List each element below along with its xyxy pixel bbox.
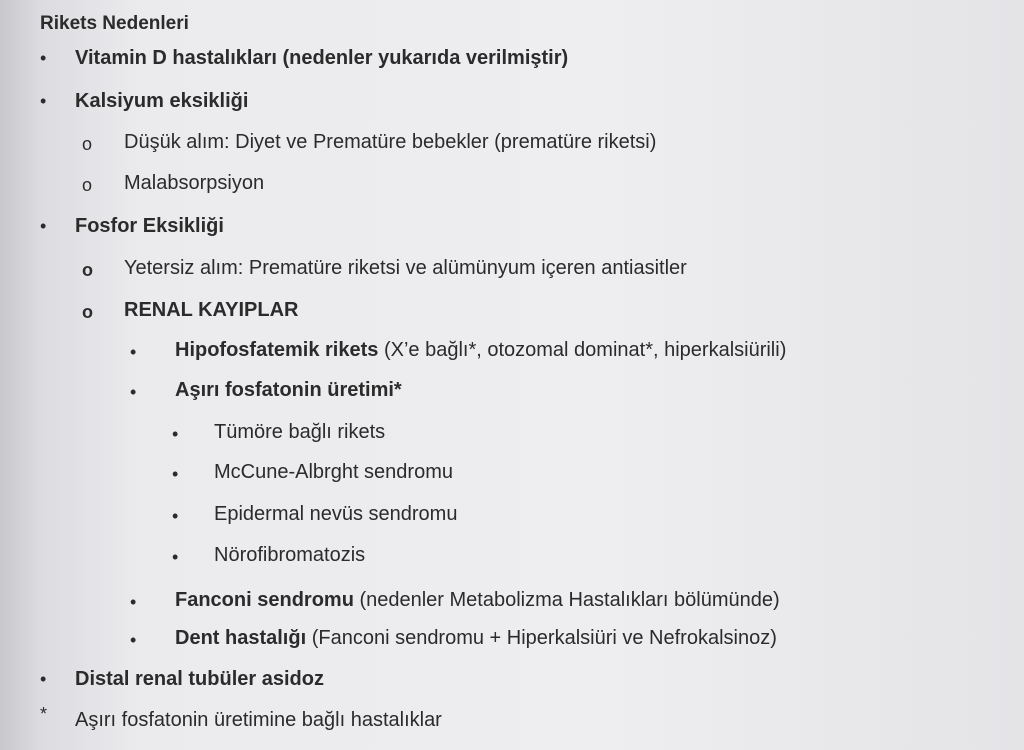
list-item-renal-kayiplar: RENAL KAYIPLAR (124, 299, 299, 321)
hipofosfatemik-label: Hipofosfatemik rikets (175, 339, 379, 361)
bullet-icon: • (40, 669, 47, 689)
list-item-asiri-fosfatonin: Aşırı fosfatonin üretimi* (175, 379, 402, 401)
list-item-dent (175, 626, 777, 650)
bullet-icon: • (40, 216, 47, 236)
list-item-tumore-bagli: Tümöre bağlı rikets (214, 421, 386, 443)
fanconi-label: Fanconi sendromu (175, 589, 354, 611)
list-item-distal: Distal renal tubüler asidoz (75, 668, 324, 690)
list-item-fanconi (175, 588, 780, 612)
footnote-star-icon: * (40, 704, 48, 724)
bullet-icon: • (172, 506, 179, 526)
list-item-kalsiyum: Kalsiyum eksikliği (75, 90, 249, 112)
bullet-icon: • (40, 48, 47, 68)
bullet-icon: • (172, 464, 179, 484)
bullet-icon: • (130, 630, 137, 650)
bullet-icon: • (130, 382, 137, 402)
list-item-norofibromatozis: Nörofibromatozis (214, 544, 366, 566)
bullet-icon: • (130, 342, 137, 362)
list-item-yetersiz-alim: Yetersiz alım: Prematüre riketsi ve alümünyum içeren antiasitler (124, 257, 687, 279)
dent-label: Dent hastalığı (175, 627, 307, 649)
sub-bullet-icon: o (82, 175, 93, 195)
bullet-icon: • (172, 547, 179, 567)
list-item-fosfor: Fosfor Eksikliği (75, 215, 224, 237)
sub-bullet-icon: o (82, 302, 93, 322)
page-title: Rikets Nedenleri (40, 13, 189, 34)
list-item-mccune: McCune-Albrght sendromu (214, 461, 453, 483)
bullet-icon: • (40, 91, 47, 111)
sub-bullet-icon: o (82, 260, 93, 280)
hipofosfatemik-detail: (X’e bağlı*, otozomal dominat*, hiperkalsiürili) (378, 339, 787, 361)
list-item-vitamin-d: Vitamin D hastalıkları (nedenler yukarıda verilmiştir) (75, 47, 569, 69)
list-item-dusuk-alim: Düşük alım: Diyet ve Prematüre bebekler (prematüre riketsi) (124, 131, 657, 153)
list-item-hipofosfatemik (175, 338, 786, 362)
fanconi-detail: (nedenler Metabolizma Hastalıkları bölümünde) (353, 589, 780, 611)
list-item-malabsorpsiyon: Malabsorpsiyon (124, 172, 265, 194)
footnote: Aşırı fosfatonin üretimine bağlı hastalıklar (75, 709, 442, 731)
dent-detail: (Fanconi sendromu + Hiperkalsiüri ve Nefrokalsinoz) (306, 627, 777, 649)
bullet-icon: • (130, 592, 137, 612)
list-item-epidermal: Epidermal nevüs sendromu (214, 503, 458, 525)
bullet-icon: • (172, 424, 179, 444)
sub-bullet-icon: o (82, 134, 93, 154)
